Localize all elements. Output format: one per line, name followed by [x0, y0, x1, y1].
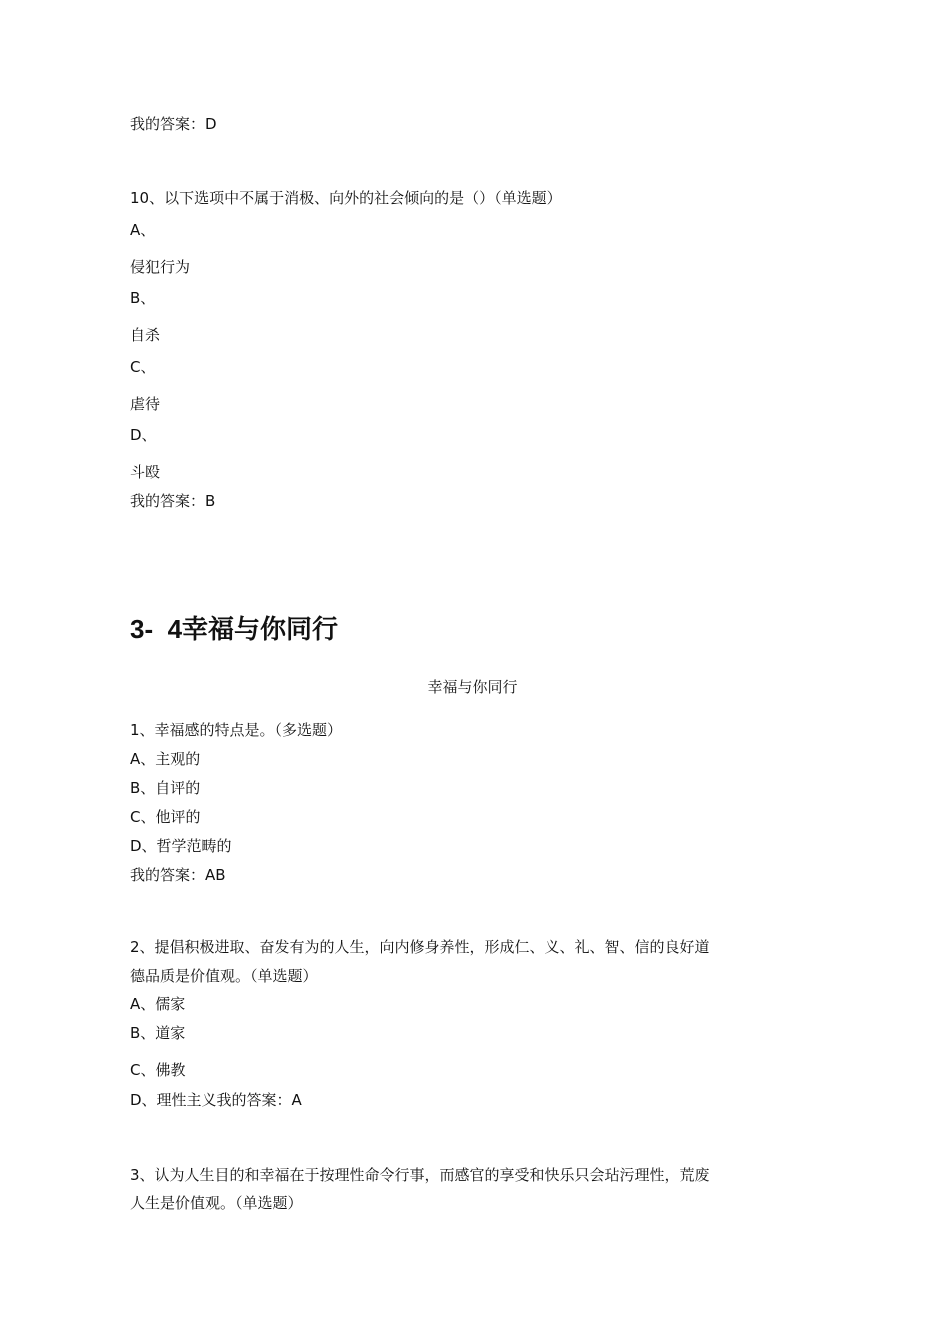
option-a-text: 侵犯行为: [130, 258, 191, 276]
q1-option-d: D、哲学范畴的: [130, 837, 232, 855]
section-heading: 3- 4幸福与你同行: [130, 614, 339, 644]
option-a-label: A、: [130, 221, 156, 239]
answer-q10: 我的答案：B: [130, 492, 216, 510]
option-c-label: C、: [130, 358, 156, 376]
question-1: 1、幸福感的特点是。（多选题）: [130, 721, 343, 739]
q1-option-b: B、自评的: [130, 779, 201, 797]
option-b-label: B、: [130, 289, 156, 307]
option-c-text: 虐待: [130, 395, 161, 413]
q1-option-a: A、主观的: [130, 750, 201, 768]
answer-q1: 我的答案：AB: [130, 866, 226, 884]
q2-option-c: C、佛教: [130, 1061, 186, 1079]
question-3-line2: 人生是价值观。（单选题）: [130, 1194, 303, 1212]
q2-option-a: A、儒家: [130, 995, 186, 1013]
section-subtitle: 幸福与你同行: [427, 678, 518, 696]
question-2-line2: 德品质是价值观。（单选题）: [130, 967, 318, 985]
option-d-label: D、: [130, 426, 157, 444]
answer-q9: 我的答案：D: [130, 115, 217, 133]
q2-option-b: B、道家: [130, 1024, 186, 1042]
question-10: 10、以下选项中不属于消极、向外的社会倾向的是（）（单选题）: [130, 189, 562, 207]
question-3-line1: 3、认为人生目的和幸福在于按理性命令行事，而感官的享受和快乐只会玷污理性，荒废: [130, 1166, 710, 1184]
q2-option-d-answer: D、理性主义我的答案：A: [130, 1091, 302, 1109]
question-2-line1: 2、提倡积极进取、奋发有为的人生，向内修身养性，形成仁、义、礼、智、信的良好道: [130, 938, 710, 956]
q1-option-c: C、他评的: [130, 808, 201, 826]
option-b-text: 自杀: [130, 326, 161, 344]
option-d-text: 斗殴: [130, 463, 161, 481]
